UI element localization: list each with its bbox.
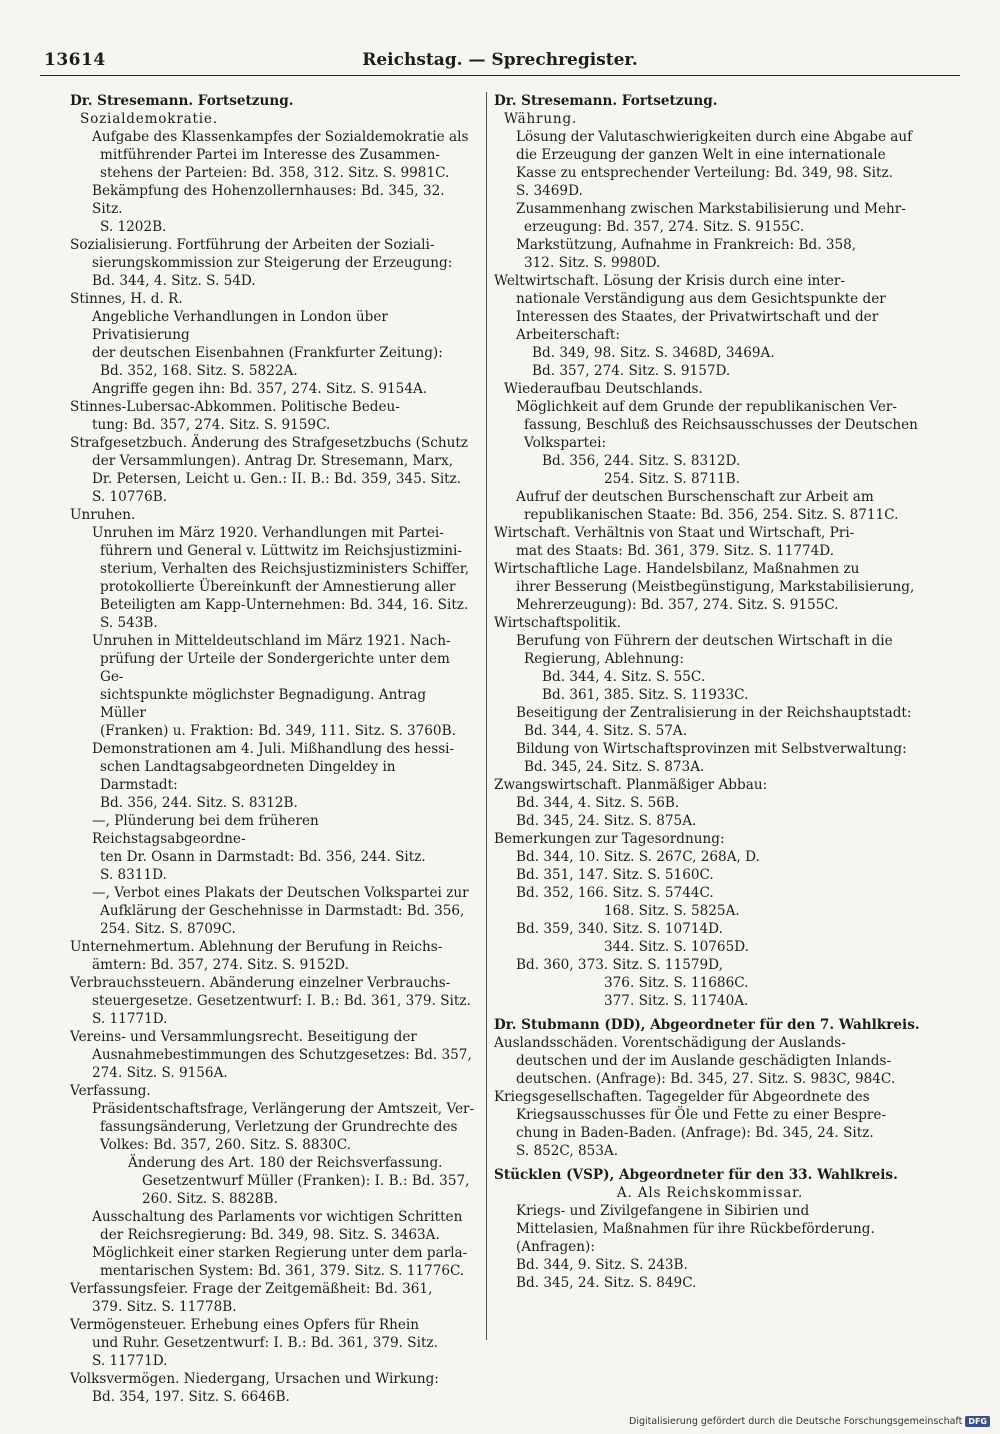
entry-line: 168. Sitz. S. 5825A. [604,903,740,919]
subject-heading: Unternehmertum. Ablehnung der Berufung in Reichs- [70,939,443,955]
subject-heading: Vermögensteuer. Erhebung eines Opfers für Rhein [70,1317,420,1333]
entry-line: Präsidentschaftsfrage, Verlängerung der Amtszeit, Ver- [92,1101,475,1117]
subject-heading: Auslandsschäden. Vorentschädigung der Auslands- [494,1035,846,1051]
subject-heading: Stinnes-Lubersac-Abkommen. Politische Bedeu- [70,399,400,415]
entry-line: chung in Baden-Baden. (Anfrage): Bd. 345, 24. Sitz. [516,1125,874,1141]
entry-line: 274. Sitz. S. 9156A. [92,1065,228,1081]
entry-line: sierungskommission zur Steigerung der Erzeugung: [92,255,453,271]
entry-line: ihrer Besserung (Meistbegünstigung, Markstabilisierung, [516,579,915,595]
entry-line: S. 3469D. [516,183,583,199]
entry-line: Kasse zu entsprechender Verteilung: Bd. 349, 98. Sitz. [516,165,893,181]
subject-heading: Währung. [504,111,578,127]
entry-line: Aufgabe des Klassenkampfes der Sozialdemokratie als [92,129,469,145]
subject-heading: Verfassung. [70,1083,151,1099]
entry-line: Regierung, Ablehnung: [524,651,684,667]
entry-line: S. 8311D. [100,867,167,883]
entry-line: Lösung der Valutaschwierigkeiten durch eine Abgabe auf [516,129,913,145]
entry-line: mat des Staats: Bd. 361, 379. Sitz. S. 11774D. [516,543,835,559]
entry-line: S. 10776B. [92,489,168,505]
entry-line: der Reichsregierung: Bd. 349, 98. Sitz. S. 3463A. [100,1227,440,1243]
subject-heading: Bemerkungen zur Tagesordnung: [494,831,725,847]
subject-heading: Stinnes, H. d. R. [70,291,183,307]
entry-line: Bd. 344, 4. Sitz. S. 56B. [516,795,680,811]
subject-heading: Strafgesetzbuch. Änderung des Strafgesetzbuchs (Schutz [70,435,468,451]
entry-line: Bd. 344, 9. Sitz. S. 243B. [516,1257,688,1273]
left-column [70,92,476,1406]
entry-line: Dr. Petersen, Leicht u. Gen.: II. B.: Bd. 359, 345. Sitz. [92,471,462,487]
entry-line: Bd. 344, 4. Sitz. S. 57A. [524,723,688,739]
entry-line: Aufruf der deutschen Burschenschaft zur Arbeit am [516,489,874,505]
entry-line: prüfung der Urteile der Sondergerichte unter dem Ge- [100,651,450,685]
entry-line: Möglichkeit auf dem Grunde der republikanischen Ver- [516,399,897,415]
entry-line: Bd. 352, 168. Sitz. S. 5822A. [100,363,298,379]
entry-line: S. 543B. [100,615,158,631]
entry-line: Möglichkeit einer starken Regierung unter dem parla- [92,1245,468,1261]
entry-line: Beseitigung der Zentralisierung in der Reichshauptstadt: [516,705,912,721]
entry-line: fassung, Beschluß des Reichsausschusses der Deutschen [524,417,918,433]
header-rule [40,75,960,76]
entry-heading: Stücklen (VSP), Abgeordneter für den 33. Wahlkreis. [494,1167,898,1183]
entry-line: —, Verbot eines Plakats der Deutschen Volkspartei zur [92,885,469,901]
entry-line: Ausschaltung des Parlaments vor wichtigen Schritten [92,1209,463,1225]
entry-line: die Erzeugung der ganzen Welt in eine internationale [516,147,886,163]
section-heading: A. Als Reichskommissar. [616,1185,804,1201]
entry-line: Kriegsausschusses für Öle und Fette zu einer Bespre- [516,1107,887,1123]
subject-heading: Kriegs- und Zivilgefangene in Sibirien und [516,1203,810,1219]
running-head: Reichstag. — Sprechregister. [362,50,638,70]
entry-line: S. 11771D. [92,1353,168,1369]
subject-heading: Verbrauchssteuern. Abänderung einzelner Verbrauchs- [70,975,451,991]
column-divider [486,92,487,1340]
entry-line: 377. Sitz. S. 11740A. [604,993,749,1009]
subject-heading: Wirtschaftliche Lage. Handelsbilanz, Maßnahmen zu [494,561,860,577]
entry-line: Bekämpfung des Hohenzollernhauses: Bd. 345, 32. Sitz. [92,183,445,217]
entry-line: Bd. 345, 24. Sitz. S. 875A. [516,813,697,829]
entry-line: 260. Sitz. S. 8828B. [142,1191,278,1207]
subject-heading: Zwangswirtschaft. Planmäßiger Abbau: [494,777,768,793]
entry-line: Zusammenhang zwischen Markstabilisierung und Mehr- [516,201,906,217]
entry-line: —, Plünderung bei dem früheren Reichstagsabgeordne- [92,813,319,847]
entry-line: deutschen und der im Auslande geschädigten Inlands- [516,1053,892,1069]
entry-line: 254. Sitz. S. 8709C. [100,921,236,937]
entry-line: Ausnahmebestimmungen des Schutzgesetzes: Bd. 357, [92,1047,472,1063]
entry-line: S. 852C, 853A. [516,1143,619,1159]
dfg-logo: DFG [965,1416,990,1427]
subject-heading: Kriegsgesellschaften. Tagegelder für Abgeordnete des [494,1089,870,1105]
entry-line: der Versammlungen). Antrag Dr. Stresemann, Marx, [92,453,454,469]
credit-text: Digitalisierung gefördert durch die Deutsche Forschungsgemeinschaft [629,1416,963,1427]
entry-line: S. 11771D. [92,1011,168,1027]
entry-line: und Ruhr. Gesetzentwurf: I. B.: Bd. 361, 379. Sitz. [92,1335,438,1351]
entry-line: Bd. 356, 244. Sitz. S. 8312B. [100,795,298,811]
entry-line: Bd. 349, 98. Sitz. S. 3468D, 3469A. [532,345,775,361]
entry-line: sterium, Verhalten des Reichsjustizministers Schiffer, [100,561,470,577]
entry-line: (Anfragen): [516,1239,595,1255]
entry-line: Markstützung, Aufnahme in Frankreich: Bd. 358, [516,237,857,253]
subject-heading: Wirtschaft. Verhältnis von Staat und Wirtschaft, Pri- [494,525,855,541]
entry-line: Beteiligten am Kapp-Unternehmen: Bd. 344, 16. Sitz. [100,597,469,613]
entry-line: Bd. 344, 10. Sitz. S. 267C, 268A, D. [516,849,760,865]
entry-line: 312. Sitz. S. 9980D. [524,255,661,271]
entry-line: Mittelasien, Maßnahmen für ihre Rückbeförderung. [516,1221,875,1237]
entry-line: protokollierte Übereinkunft der Amnestierung aller [100,579,456,595]
entry-line: stehens der Parteien: Bd. 358, 312. Sitz. S. 9981C. [100,165,450,181]
subject-heading: Unruhen. [70,507,136,523]
entry-line: Mehrerzeugung): Bd. 357, 274. Sitz. S. 9155C. [516,597,839,613]
entry-line: 254. Sitz. S. 8711B. [604,471,740,487]
page-number: 13614 [44,50,106,70]
entry-line: S. 1202B. [100,219,167,235]
entry-line: tung: Bd. 357, 274. Sitz. S. 9159C. [92,417,331,433]
entry-line: Bd. 345, 24. Sitz. S. 849C. [516,1275,697,1291]
entry-heading: Dr. Stresemann. Fortsetzung. [494,93,718,109]
subject-heading: Sozialisierung. Fortführung der Arbeiten der Soziali- [70,237,435,253]
entry-line: sichtspunkte möglichster Begnadigung. Antrag Müller [100,687,427,721]
entry-heading: Dr. Stubmann (DD), Abgeordneter für den 7. Wahlkreis. [494,1017,920,1033]
entry-line: Arbeiterschaft: [516,327,620,343]
entry-line: Bd. 351, 147. Sitz. S. 5160C. [516,867,714,883]
entry-line: mitführender Partei im Interesse des Zusammen- [100,147,440,163]
entry-line: 379. Sitz. S. 11778B. [92,1299,237,1315]
digitization-credit [629,1416,990,1427]
entry-line: Berufung von Führern der deutschen Wirtschaft in die [516,633,893,649]
subject-heading: Verfassungsfeier. Frage der Zeitgemäßheit: Bd. 361, [70,1281,433,1297]
entry-line: Bildung von Wirtschaftsprovinzen mit Selbstverwaltung: [516,741,907,757]
entry-line: erzeugung: Bd. 357, 274. Sitz. S. 9155C. [524,219,805,235]
entry-line: führern und General v. Lüttwitz im Reichsjustizmini- [100,543,462,559]
subject-heading: Vereins- und Versammlungsrecht. Beseitigung der [70,1029,417,1045]
entry-line: ten Dr. Osann in Darmstadt: Bd. 356, 244. Sitz. [100,849,426,865]
entry-line: steuergesetze. Gesetzentwurf: I. B.: Bd. 361, 379. Sitz. [92,993,471,1009]
entry-line: Bd. 356, 244. Sitz. S. 8312D. [542,453,741,469]
entry-line: Volkspartei: [524,435,607,451]
entry-line: mentarischen System: Bd. 361, 379. Sitz. S. 11776C. [100,1263,465,1279]
entry-line: 344. Sitz. S. 10765D. [604,939,749,955]
subject-heading: Wiederaufbau Deutschlands. [504,381,703,397]
entry-line: Änderung des Art. 180 der Reichsverfassung. [128,1155,443,1171]
entry-line: fassungsänderung, Verletzung der Grundrechte des [100,1119,458,1135]
entry-line: Interessen des Staates, der Privatwirtschaft und der [516,309,879,325]
entry-line: schen Landtagsabgeordneten Dingeldey in Darmstadt: [100,759,396,793]
entry-line: republikanischen Staate: Bd. 356, 254. Sitz. S. 8711C. [524,507,899,523]
entry-line: Bd. 354, 197. Sitz. S. 6646B. [92,1389,290,1405]
entry-line: Bd. 361, 385. Sitz. S. 11933C. [542,687,749,703]
entry-line: 376. Sitz. S. 11686C. [604,975,749,991]
entry-line: Bd. 359, 340. Sitz. S. 10714D. [516,921,723,937]
entry-line: Angebliche Verhandlungen in London über Privatisierung [92,309,388,343]
entry-line: ämtern: Bd. 357, 274. Sitz. S. 9152D. [92,957,349,973]
entry-line: Unruhen im März 1920. Verhandlungen mit Partei- [92,525,444,541]
entry-line: Bd. 357, 274. Sitz. S. 9157D. [532,363,731,379]
entry-line: (Franken) u. Fraktion: Bd. 349, 111. Sitz. S. 3760B. [100,723,456,739]
entry-line: deutschen. (Anfrage): Bd. 345, 27. Sitz. S. 983C, 984C. [516,1071,896,1087]
entry-line: Demonstrationen am 4. Juli. Mißhandlung des hessi- [92,741,455,757]
entry-line: Volkes: Bd. 357, 260. Sitz. S. 8830C. [100,1137,351,1153]
subject-heading: Wirtschaftspolitik. [494,615,621,631]
entry-line: der deutschen Eisenbahnen (Frankfurter Zeitung): [92,345,443,361]
entry-line: Bd. 345, 24. Sitz. S. 873A. [524,759,705,775]
entry-line: Aufklärung der Geschehnisse in Darmstadt: Bd. 356, [100,903,465,919]
subject-heading: Sozialdemokratie. [80,111,218,127]
entry-line: nationale Verständigung aus dem Gesichtspunkte der [516,291,886,307]
entry-line: Bd. 344, 4. Sitz. S. 54D. [92,273,256,289]
entry-line: Bd. 344, 4. Sitz. S. 55C. [542,669,706,685]
entry-line: Bd. 352, 166. Sitz. S. 5744C. [516,885,714,901]
entry-line: Unruhen in Mitteldeutschland im März 1921. Nach- [92,633,451,649]
entry-line: Angriffe gegen ihn: Bd. 357, 274. Sitz. S. 9154A. [92,381,428,397]
subject-heading: Weltwirtschaft. Lösung der Krisis durch eine inter- [494,273,846,289]
subject-heading: Volksvermögen. Niedergang, Ursachen und Wirkung: [70,1371,439,1387]
right-column [494,92,926,1292]
entry-line: Gesetzentwurf Müller (Franken): I. B.: Bd. 357, [142,1173,470,1189]
entry-heading: Dr. Stresemann. Fortsetzung. [70,93,294,109]
entry-line: Bd. 360, 373. Sitz. S. 11579D, [516,957,723,973]
